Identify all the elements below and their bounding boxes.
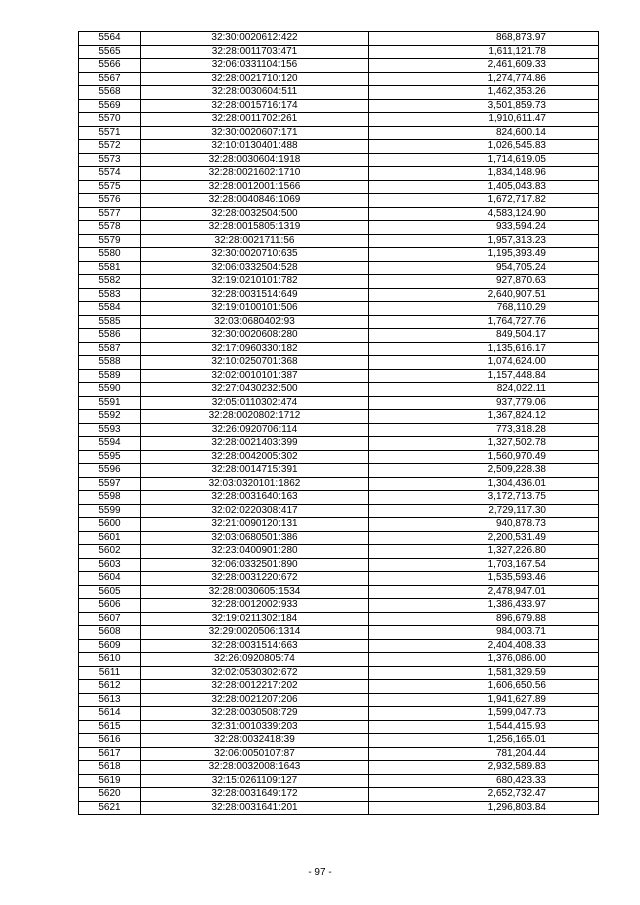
table-row: [79, 707, 599, 721]
row-number-cell: 5572: [79, 140, 141, 154]
amount-cell: 1,714,619.05: [369, 153, 599, 167]
amount-cell: 1,834,148.96: [369, 167, 599, 181]
row-number-cell: 5575: [79, 180, 141, 194]
row-number-cell: 5618: [79, 761, 141, 775]
row-number-cell: 5585: [79, 315, 141, 329]
row-number-cell: 5586: [79, 329, 141, 343]
table-row: [79, 261, 599, 275]
table-row: [79, 666, 599, 680]
table-row: [79, 194, 599, 208]
table-row: [79, 383, 599, 397]
amount-cell: 1,544,415.93: [369, 720, 599, 734]
table-row: [79, 437, 599, 451]
cadastral-number-cell: 32:31:0010339:203: [141, 720, 369, 734]
row-number-cell: 5620: [79, 788, 141, 802]
amount-cell: 1,386,433.97: [369, 599, 599, 613]
amount-cell: 1,535,593.46: [369, 572, 599, 586]
amount-cell: 1,611,121.78: [369, 45, 599, 59]
cadastral-number-cell: 32:15:0261109:127: [141, 774, 369, 788]
table-row: [79, 126, 599, 140]
table-row: [79, 518, 599, 532]
row-number-cell: 5598: [79, 491, 141, 505]
cadastral-number-cell: 32:28:0040846:1069: [141, 194, 369, 208]
cadastral-number-cell: 32:02:0530302:672: [141, 666, 369, 680]
row-number-cell: 5607: [79, 612, 141, 626]
row-number-cell: 5589: [79, 369, 141, 383]
row-number-cell: 5573: [79, 153, 141, 167]
cadastral-number-cell: 32:06:0050107:87: [141, 747, 369, 761]
table-row: [79, 113, 599, 127]
amount-cell: 1,606,650.56: [369, 680, 599, 694]
amount-cell: 768,110.29: [369, 302, 599, 316]
cadastral-number-cell: 32:23:0400901:280: [141, 545, 369, 559]
cadastral-number-cell: 32:28:0021711:56: [141, 234, 369, 248]
table-row: [79, 734, 599, 748]
table-body: [79, 32, 599, 815]
table-row: [79, 693, 599, 707]
table-row: [79, 653, 599, 667]
cadastral-number-cell: 32:28:0020802:1712: [141, 410, 369, 424]
table-row: [79, 801, 599, 815]
row-number-cell: 5597: [79, 477, 141, 491]
cadastral-number-cell: 32:19:0210101:782: [141, 275, 369, 289]
amount-cell: 2,509,228.38: [369, 464, 599, 478]
table-row: [79, 153, 599, 167]
cadastral-number-cell: 32:28:0031640:163: [141, 491, 369, 505]
amount-cell: 896,679.88: [369, 612, 599, 626]
table-row: [79, 86, 599, 100]
amount-cell: 3,172,713.75: [369, 491, 599, 505]
amount-cell: 1,074,624.00: [369, 356, 599, 370]
cadastral-number-cell: 32:06:0331104:156: [141, 59, 369, 73]
amount-cell: 781,204.44: [369, 747, 599, 761]
row-number-cell: 5574: [79, 167, 141, 181]
row-number-cell: 5570: [79, 113, 141, 127]
table-row: [79, 410, 599, 424]
cadastral-number-cell: 32:28:0031514:663: [141, 639, 369, 653]
row-number-cell: 5605: [79, 585, 141, 599]
cadastral-number-cell: 32:03:0680501:386: [141, 531, 369, 545]
cadastral-number-cell: 32:28:0030605:1534: [141, 585, 369, 599]
cadastral-number-cell: 32:28:0021207:206: [141, 693, 369, 707]
cadastral-number-cell: 32:28:0030508:729: [141, 707, 369, 721]
table-row: [79, 639, 599, 653]
cadastral-number-cell: 32:28:0014715:391: [141, 464, 369, 478]
cadastral-number-cell: 32:28:0030604:1918: [141, 153, 369, 167]
row-number-cell: 5571: [79, 126, 141, 140]
row-number-cell: 5590: [79, 383, 141, 397]
amount-cell: 4,583,124.90: [369, 207, 599, 221]
amount-cell: 1,560,970.49: [369, 450, 599, 464]
amount-cell: 2,729,117.30: [369, 504, 599, 518]
table-row: [79, 477, 599, 491]
table-row: [79, 329, 599, 343]
amount-cell: 984,003.71: [369, 626, 599, 640]
amount-cell: 1,367,824.12: [369, 410, 599, 424]
cadastral-number-cell: 32:28:0012002:933: [141, 599, 369, 613]
table-row: [79, 72, 599, 86]
row-number-cell: 5603: [79, 558, 141, 572]
table-row: [79, 99, 599, 113]
table-row: [79, 504, 599, 518]
table-row: [79, 369, 599, 383]
row-number-cell: 5600: [79, 518, 141, 532]
table-row: [79, 221, 599, 235]
cadastral-number-cell: 32:28:0012217:202: [141, 680, 369, 694]
cadastral-number-cell: 32:19:0100101:506: [141, 302, 369, 316]
table-row: [79, 288, 599, 302]
amount-cell: 824,600.14: [369, 126, 599, 140]
cadastral-number-cell: 32:30:0020612:422: [141, 32, 369, 46]
amount-cell: 1,135,616.17: [369, 342, 599, 356]
cadastral-number-cell: 32:28:0021602:1710: [141, 167, 369, 181]
row-number-cell: 5609: [79, 639, 141, 653]
row-number-cell: 5592: [79, 410, 141, 424]
amount-cell: 2,200,531.49: [369, 531, 599, 545]
cadastral-number-cell: 32:28:0021710:120: [141, 72, 369, 86]
cadastral-number-cell: 32:17:0960330:182: [141, 342, 369, 356]
table-row: [79, 140, 599, 154]
row-number-cell: 5567: [79, 72, 141, 86]
cadastral-number-cell: 32:02:0010101:387: [141, 369, 369, 383]
amount-cell: 2,478,947.01: [369, 585, 599, 599]
amount-cell: 1,941,627.89: [369, 693, 599, 707]
table-row: [79, 761, 599, 775]
table-row: [79, 599, 599, 613]
cadastral-number-cell: 32:10:0250701:368: [141, 356, 369, 370]
amount-cell: 1,296,803.84: [369, 801, 599, 815]
amount-cell: 1,581,329.59: [369, 666, 599, 680]
data-table: [78, 31, 599, 815]
row-number-cell: 5568: [79, 86, 141, 100]
table-row: [79, 450, 599, 464]
row-number-cell: 5565: [79, 45, 141, 59]
row-number-cell: 5588: [79, 356, 141, 370]
row-number-cell: 5566: [79, 59, 141, 73]
amount-cell: 1,764,727.76: [369, 315, 599, 329]
cadastral-number-cell: 32:03:0320101:1862: [141, 477, 369, 491]
cadastral-number-cell: 32:28:0032504:500: [141, 207, 369, 221]
cadastral-number-cell: 32:28:0031220:672: [141, 572, 369, 586]
cadastral-number-cell: 32:26:0920805:74: [141, 653, 369, 667]
table-row: [79, 626, 599, 640]
table-row: [79, 558, 599, 572]
row-number-cell: 5569: [79, 99, 141, 113]
cadastral-number-cell: 32:19:0211302:184: [141, 612, 369, 626]
row-number-cell: 5594: [79, 437, 141, 451]
table-row: [79, 180, 599, 194]
amount-cell: 1,376,086.00: [369, 653, 599, 667]
row-number-cell: 5581: [79, 261, 141, 275]
amount-cell: 1,405,043.83: [369, 180, 599, 194]
amount-cell: 680,423.33: [369, 774, 599, 788]
table-row: [79, 248, 599, 262]
table-row: [79, 572, 599, 586]
row-number-cell: 5610: [79, 653, 141, 667]
amount-cell: 1,462,353.26: [369, 86, 599, 100]
amount-cell: 773,318.28: [369, 423, 599, 437]
table-row: [79, 788, 599, 802]
cadastral-number-cell: 32:29:0020506:1314: [141, 626, 369, 640]
amount-cell: 1,327,226.80: [369, 545, 599, 559]
amount-cell: 1,026,545.83: [369, 140, 599, 154]
table-row: [79, 585, 599, 599]
cadastral-number-cell: 32:30:0020607:171: [141, 126, 369, 140]
amount-cell: 1,910,611.47: [369, 113, 599, 127]
amount-cell: 954,705.24: [369, 261, 599, 275]
row-number-cell: 5602: [79, 545, 141, 559]
table-row: [79, 275, 599, 289]
amount-cell: 2,404,408.33: [369, 639, 599, 653]
amount-cell: 849,504.17: [369, 329, 599, 343]
cadastral-number-cell: 32:28:0031641:201: [141, 801, 369, 815]
cadastral-number-cell: 32:26:0920706:114: [141, 423, 369, 437]
amount-cell: 3,501,859.73: [369, 99, 599, 113]
row-number-cell: 5576: [79, 194, 141, 208]
row-number-cell: 5621: [79, 801, 141, 815]
row-number-cell: 5582: [79, 275, 141, 289]
row-number-cell: 5577: [79, 207, 141, 221]
row-number-cell: 5564: [79, 32, 141, 46]
cadastral-number-cell: 32:28:0011703:471: [141, 45, 369, 59]
cadastral-number-cell: 32:02:0220308:417: [141, 504, 369, 518]
amount-cell: 1,157,448.84: [369, 369, 599, 383]
table-row: [79, 680, 599, 694]
table-row: [79, 45, 599, 59]
row-number-cell: 5578: [79, 221, 141, 235]
amount-cell: 1,599,047.73: [369, 707, 599, 721]
row-number-cell: 5612: [79, 680, 141, 694]
table-row: [79, 342, 599, 356]
cadastral-number-cell: 32:21:0090120:131: [141, 518, 369, 532]
cadastral-number-cell: 32:28:0042005:302: [141, 450, 369, 464]
row-number-cell: 5593: [79, 423, 141, 437]
amount-cell: 940,878.73: [369, 518, 599, 532]
table-row: [79, 774, 599, 788]
row-number-cell: 5613: [79, 693, 141, 707]
table-row: [79, 59, 599, 73]
amount-cell: 1,672,717.82: [369, 194, 599, 208]
row-number-cell: 5606: [79, 599, 141, 613]
cadastral-number-cell: 32:10:0130401:488: [141, 140, 369, 154]
cadastral-number-cell: 32:28:0021403:399: [141, 437, 369, 451]
amount-cell: 933,594.24: [369, 221, 599, 235]
row-number-cell: 5614: [79, 707, 141, 721]
table-row: [79, 491, 599, 505]
amount-cell: 1,256,165.01: [369, 734, 599, 748]
cadastral-number-cell: 32:28:0031649:172: [141, 788, 369, 802]
table-row: [79, 720, 599, 734]
cadastral-number-cell: 32:03:0680402:93: [141, 315, 369, 329]
table-row: [79, 207, 599, 221]
table-row: [79, 464, 599, 478]
cadastral-number-cell: 32:30:0020608:280: [141, 329, 369, 343]
amount-cell: 824,022.11: [369, 383, 599, 397]
row-number-cell: 5584: [79, 302, 141, 316]
table-row: [79, 612, 599, 626]
table-row: [79, 545, 599, 559]
cadastral-number-cell: 32:28:0015716:174: [141, 99, 369, 113]
cadastral-number-cell: 32:27:0430232:500: [141, 383, 369, 397]
cadastral-number-cell: 32:06:0332504:528: [141, 261, 369, 275]
amount-cell: 1,327,502.78: [369, 437, 599, 451]
row-number-cell: 5587: [79, 342, 141, 356]
row-number-cell: 5596: [79, 464, 141, 478]
amount-cell: 1,957,313.23: [369, 234, 599, 248]
table-row: [79, 747, 599, 761]
row-number-cell: 5619: [79, 774, 141, 788]
row-number-cell: 5617: [79, 747, 141, 761]
row-number-cell: 5611: [79, 666, 141, 680]
amount-cell: 1,304,436.01: [369, 477, 599, 491]
table-row: [79, 167, 599, 181]
amount-cell: 1,703,167.54: [369, 558, 599, 572]
table-row: [79, 423, 599, 437]
table-row: [79, 302, 599, 316]
row-number-cell: 5604: [79, 572, 141, 586]
cadastral-number-cell: 32:28:0011702:261: [141, 113, 369, 127]
cadastral-number-cell: 32:28:0032008:1643: [141, 761, 369, 775]
row-number-cell: 5591: [79, 396, 141, 410]
row-number-cell: 5583: [79, 288, 141, 302]
table-row: [79, 396, 599, 410]
row-number-cell: 5615: [79, 720, 141, 734]
cadastral-number-cell: 32:05:0110302:474: [141, 396, 369, 410]
amount-cell: 2,640,907.51: [369, 288, 599, 302]
cadastral-number-cell: 32:28:0032418:39: [141, 734, 369, 748]
cadastral-number-cell: 32:28:0031514:649: [141, 288, 369, 302]
amount-cell: 937,779.06: [369, 396, 599, 410]
amount-cell: 2,461,609.33: [369, 59, 599, 73]
cadastral-number-cell: 32:28:0015805:1319: [141, 221, 369, 235]
table-row: [79, 356, 599, 370]
row-number-cell: 5616: [79, 734, 141, 748]
cadastral-number-cell: 32:30:0020710:635: [141, 248, 369, 262]
row-number-cell: 5601: [79, 531, 141, 545]
table-row: [79, 531, 599, 545]
amount-cell: 927,870.63: [369, 275, 599, 289]
amount-cell: 868,873.97: [369, 32, 599, 46]
row-number-cell: 5595: [79, 450, 141, 464]
page-number: - 97 -: [308, 867, 332, 878]
cadastral-number-cell: 32:28:0030604:511: [141, 86, 369, 100]
amount-cell: 2,652,732.47: [369, 788, 599, 802]
cadastral-number-cell: 32:28:0012001:1566: [141, 180, 369, 194]
table-row: [79, 315, 599, 329]
amount-cell: 2,932,589.83: [369, 761, 599, 775]
table-row: [79, 234, 599, 248]
amount-cell: 1,195,393.49: [369, 248, 599, 262]
row-number-cell: 5580: [79, 248, 141, 262]
row-number-cell: 5599: [79, 504, 141, 518]
row-number-cell: 5579: [79, 234, 141, 248]
amount-cell: 1,274,774.86: [369, 72, 599, 86]
row-number-cell: 5608: [79, 626, 141, 640]
table-row: [79, 32, 599, 46]
cadastral-number-cell: 32:06:0332501:890: [141, 558, 369, 572]
